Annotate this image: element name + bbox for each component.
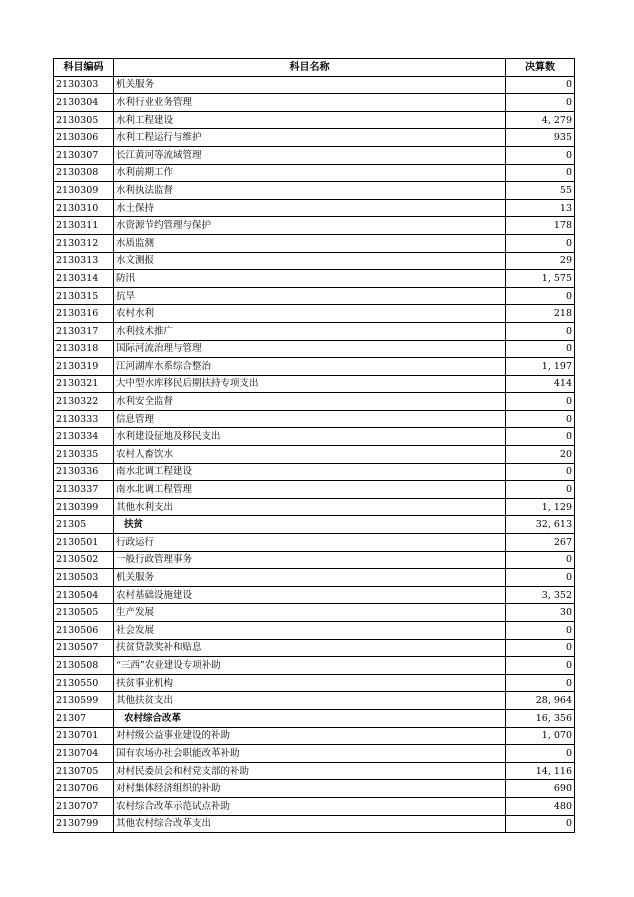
row-name: 水利行业业务管理 <box>114 94 506 112</box>
table-row <box>54 305 575 323</box>
row-amount: 30 <box>506 604 575 622</box>
row-name: 其他扶贫支出 <box>114 692 506 710</box>
row-name: 机关服务 <box>114 569 506 587</box>
row-name: 社会发展 <box>114 622 506 640</box>
row-name: 南水北调工程管理 <box>114 481 506 499</box>
table-row <box>54 534 575 552</box>
row-name: 水土保持 <box>114 199 506 217</box>
table-row <box>54 111 575 129</box>
row-amount: 4, 279 <box>506 111 575 129</box>
row-amount: 28, 964 <box>506 692 575 710</box>
row-code: 2130701 <box>54 727 114 745</box>
row-name: 机关服务 <box>114 76 506 94</box>
row-amount: 0 <box>506 287 575 305</box>
row-name: 扶贫贷款奖补和贴息 <box>114 639 506 657</box>
table-row <box>54 815 575 833</box>
row-name: 抗旱 <box>114 287 506 305</box>
row-name: 水质监测 <box>114 234 506 252</box>
row-amount: 55 <box>506 182 575 200</box>
row-code: 2130305 <box>54 111 114 129</box>
row-amount: 13 <box>506 199 575 217</box>
table-row <box>54 410 575 428</box>
row-name: 扶贫事业机构 <box>114 674 506 692</box>
row-amount: 0 <box>506 657 575 675</box>
row-code: 2130322 <box>54 393 114 411</box>
table-row <box>54 94 575 112</box>
row-amount: 0 <box>506 410 575 428</box>
row-code: 2130707 <box>54 797 114 815</box>
row-code: 21305 <box>54 516 114 534</box>
row-amount: 0 <box>506 428 575 446</box>
row-code: 2130502 <box>54 551 114 569</box>
row-name: 其他水利支出 <box>114 498 506 516</box>
row-name: 长江黄河等流域管理 <box>114 146 506 164</box>
row-amount: 480 <box>506 797 575 815</box>
row-amount: 14, 116 <box>506 762 575 780</box>
row-name: 水利建设征地及移民支出 <box>114 428 506 446</box>
table-row <box>54 604 575 622</box>
row-code: 2130599 <box>54 692 114 710</box>
row-name: 国有农场办社会职能改革补助 <box>114 745 506 763</box>
table-row <box>54 146 575 164</box>
row-amount: 1, 070 <box>506 727 575 745</box>
row-code: 2130334 <box>54 428 114 446</box>
row-code: 2130507 <box>54 639 114 657</box>
row-code: 2130399 <box>54 498 114 516</box>
table-row <box>54 569 575 587</box>
table-row <box>54 393 575 411</box>
row-name: 水利工程建设 <box>114 111 506 129</box>
row-amount: 0 <box>506 569 575 587</box>
row-amount: 0 <box>506 322 575 340</box>
row-name: 一般行政管理事务 <box>114 551 506 569</box>
row-code: 2130504 <box>54 586 114 604</box>
row-amount: 0 <box>506 393 575 411</box>
table-row <box>54 199 575 217</box>
row-code: 2130303 <box>54 76 114 94</box>
row-name: 防汛 <box>114 270 506 288</box>
row-amount: 0 <box>506 622 575 640</box>
table-row <box>54 586 575 604</box>
table-row <box>54 762 575 780</box>
row-amount: 0 <box>506 815 575 833</box>
table-header-row <box>54 59 575 77</box>
row-amount: 16, 356 <box>506 709 575 727</box>
row-amount: 0 <box>506 94 575 112</box>
row-code: 2130505 <box>54 604 114 622</box>
row-name: 农村水利 <box>114 305 506 323</box>
table-row <box>54 76 575 94</box>
row-amount: 1, 575 <box>506 270 575 288</box>
row-code: 2130704 <box>54 745 114 763</box>
row-name: 国际河流治理与管理 <box>114 340 506 358</box>
table-row <box>54 234 575 252</box>
row-amount: 0 <box>506 481 575 499</box>
row-amount: 1, 129 <box>506 498 575 516</box>
row-amount: 32, 613 <box>506 516 575 534</box>
table-row <box>54 797 575 815</box>
table-row <box>54 498 575 516</box>
category-row <box>54 709 575 727</box>
table-row <box>54 622 575 640</box>
row-code: 2130706 <box>54 780 114 798</box>
row-code: 2130316 <box>54 305 114 323</box>
table-row <box>54 129 575 147</box>
table-row <box>54 182 575 200</box>
category-row <box>54 516 575 534</box>
row-code: 2130799 <box>54 815 114 833</box>
row-amount: 20 <box>506 446 575 464</box>
row-amount: 935 <box>506 129 575 147</box>
row-amount: 218 <box>506 305 575 323</box>
row-name: 对村级公益事业建设的补助 <box>114 727 506 745</box>
row-amount: 0 <box>506 164 575 182</box>
row-amount: 0 <box>506 76 575 94</box>
row-name: 江河湖库水系综合整治 <box>114 358 506 376</box>
row-code: 2130550 <box>54 674 114 692</box>
row-amount: 1, 197 <box>506 358 575 376</box>
row-name: 水文测报 <box>114 252 506 270</box>
row-code: 2130310 <box>54 199 114 217</box>
table-row <box>54 252 575 270</box>
row-amount: 29 <box>506 252 575 270</box>
table-row <box>54 551 575 569</box>
row-code: 2130304 <box>54 94 114 112</box>
row-code: 2130321 <box>54 375 114 393</box>
row-name: 扶贫 <box>114 516 506 534</box>
table-row <box>54 446 575 464</box>
row-code: 2130312 <box>54 234 114 252</box>
row-amount: 0 <box>506 146 575 164</box>
row-code: 2130333 <box>54 410 114 428</box>
row-amount: 0 <box>506 234 575 252</box>
row-name: 水利技术推广 <box>114 322 506 340</box>
row-name: 农村综合改革 <box>114 709 506 727</box>
row-amount: 690 <box>506 780 575 798</box>
table-row <box>54 270 575 288</box>
row-amount: 0 <box>506 639 575 657</box>
row-amount: 0 <box>506 551 575 569</box>
row-name: “三西”农业建设专项补助 <box>114 657 506 675</box>
row-code: 2130506 <box>54 622 114 640</box>
row-code: 2130503 <box>54 569 114 587</box>
budget-table <box>53 58 575 833</box>
row-amount: 267 <box>506 534 575 552</box>
row-code: 21307 <box>54 709 114 727</box>
row-code: 2130314 <box>54 270 114 288</box>
row-name: 水利执法监督 <box>114 182 506 200</box>
row-amount: 0 <box>506 463 575 481</box>
row-code: 2130508 <box>54 657 114 675</box>
row-name: 水利前期工作 <box>114 164 506 182</box>
row-amount: 414 <box>506 375 575 393</box>
table-row <box>54 375 575 393</box>
row-name: 水利安全监督 <box>114 393 506 411</box>
table-body <box>54 76 575 833</box>
row-code: 2130705 <box>54 762 114 780</box>
row-amount: 178 <box>506 217 575 235</box>
row-name: 对村集体经济组织的补助 <box>114 780 506 798</box>
row-code: 2130317 <box>54 322 114 340</box>
row-code: 2130308 <box>54 164 114 182</box>
row-amount: 0 <box>506 674 575 692</box>
row-name: 对村民委员会和村党支部的补助 <box>114 762 506 780</box>
table-row <box>54 164 575 182</box>
row-name: 南水北调工程建设 <box>114 463 506 481</box>
table-row <box>54 657 575 675</box>
row-name: 水资源节约管理与保护 <box>114 217 506 235</box>
row-code: 2130307 <box>54 146 114 164</box>
table-row <box>54 428 575 446</box>
row-code: 2130335 <box>54 446 114 464</box>
row-name: 农村综合改革示范试点补助 <box>114 797 506 815</box>
table-row <box>54 358 575 376</box>
row-amount: 3, 352 <box>506 586 575 604</box>
row-amount: 0 <box>506 340 575 358</box>
row-name: 农村人畜饮水 <box>114 446 506 464</box>
table-row <box>54 287 575 305</box>
table-row <box>54 481 575 499</box>
table-row <box>54 463 575 481</box>
table-row <box>54 322 575 340</box>
row-name: 水利工程运行与维护 <box>114 129 506 147</box>
row-code: 2130501 <box>54 534 114 552</box>
row-code: 2130315 <box>54 287 114 305</box>
table-row <box>54 692 575 710</box>
row-code: 2130306 <box>54 129 114 147</box>
table-row <box>54 217 575 235</box>
table-row <box>54 727 575 745</box>
row-code: 2130309 <box>54 182 114 200</box>
table-row <box>54 745 575 763</box>
header-amount: 决算数 <box>506 59 575 77</box>
header-name: 科目名称 <box>114 59 506 77</box>
row-name: 农村基础设施建设 <box>114 586 506 604</box>
table-row <box>54 340 575 358</box>
row-code: 2130337 <box>54 481 114 499</box>
row-name: 其他农村综合改革支出 <box>114 815 506 833</box>
row-code: 2130318 <box>54 340 114 358</box>
row-name: 生产发展 <box>114 604 506 622</box>
row-code: 2130313 <box>54 252 114 270</box>
table-row <box>54 674 575 692</box>
row-name: 大中型水库移民后期扶持专项支出 <box>114 375 506 393</box>
row-code: 2130311 <box>54 217 114 235</box>
table-row <box>54 639 575 657</box>
row-name: 信息管理 <box>114 410 506 428</box>
row-name: 行政运行 <box>114 534 506 552</box>
row-amount: 0 <box>506 745 575 763</box>
row-code: 2130319 <box>54 358 114 376</box>
table-row <box>54 780 575 798</box>
header-code: 科目编码 <box>54 59 114 77</box>
row-code: 2130336 <box>54 463 114 481</box>
